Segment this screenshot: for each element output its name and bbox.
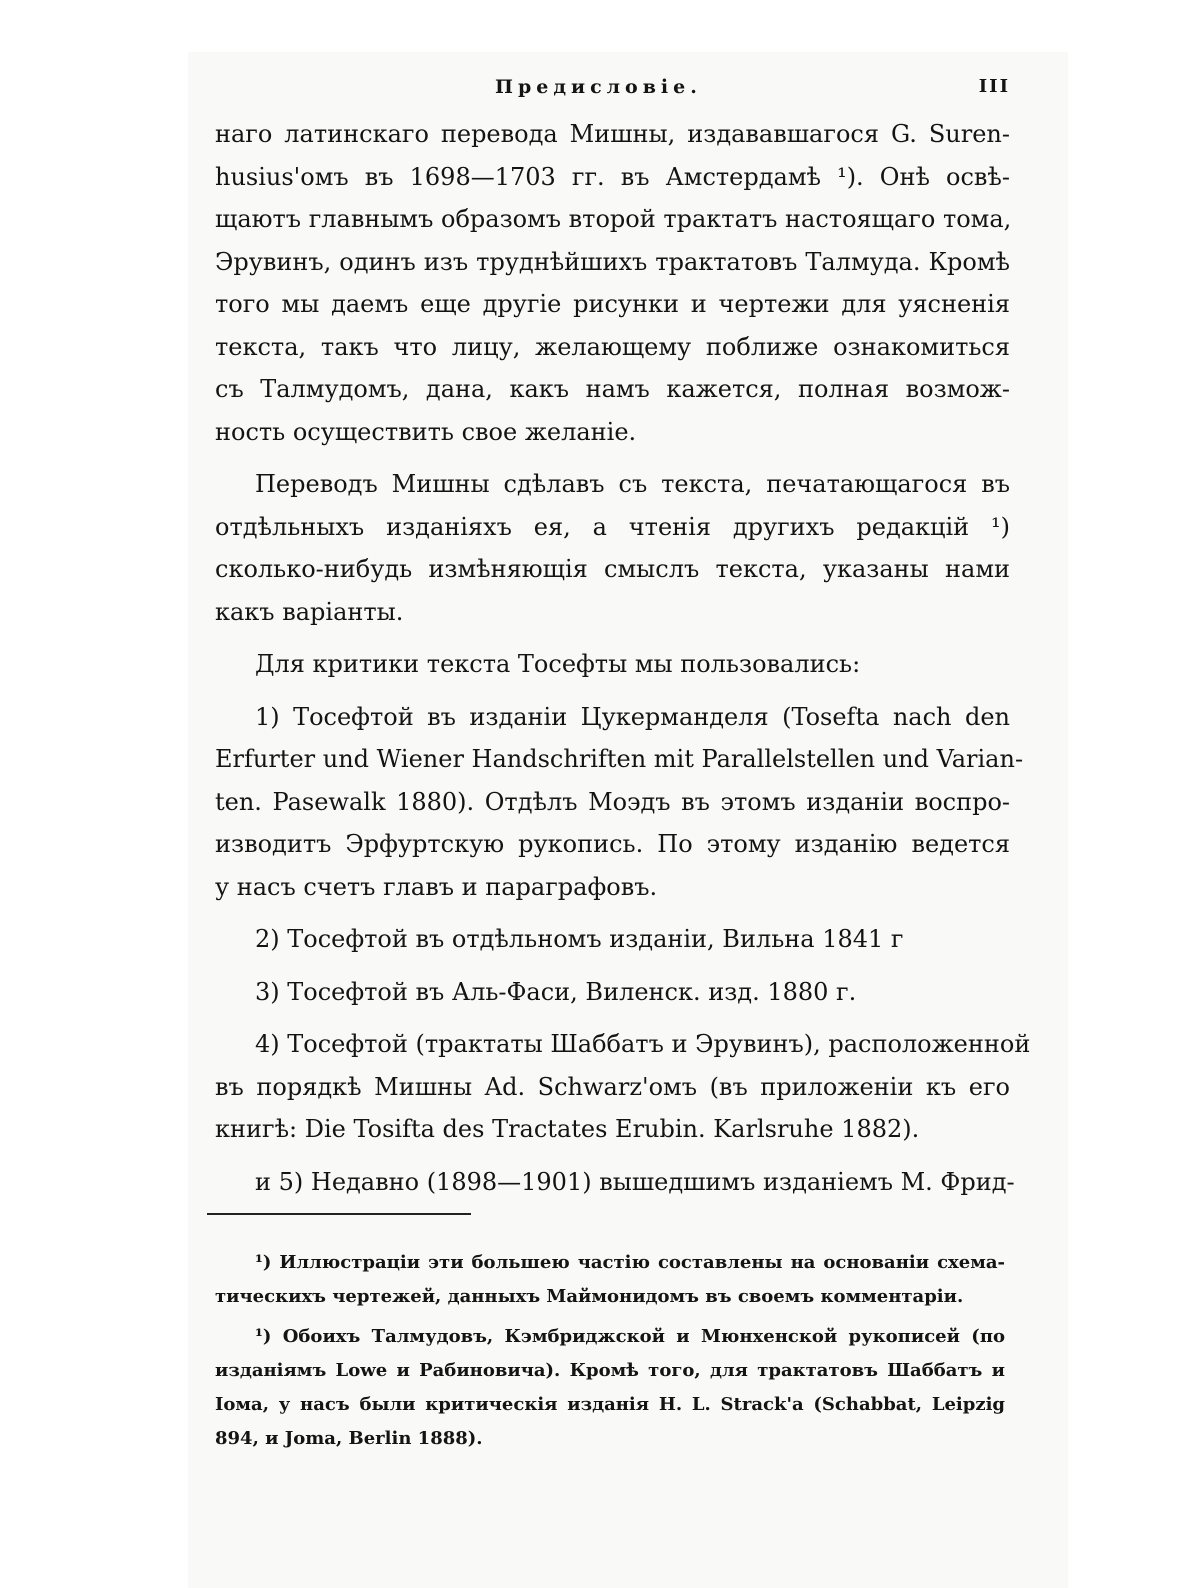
text-line: изводитъ Эрфуртскую рукопись. По этому изданiю ведется xyxy=(215,830,1010,858)
paragraph-source-1 xyxy=(215,696,1024,909)
text-line: ность осуществить свое желанiе. xyxy=(215,417,637,446)
text-line: Erfurter und Wiener Handschriften mit Parallelstellen und Varian- xyxy=(215,745,1024,773)
footnotes xyxy=(215,1246,1005,1462)
text-line: у насъ счетъ главъ и параграфовъ. xyxy=(215,872,658,901)
paragraph-source-4 xyxy=(215,1023,1031,1151)
text-line: отдѣльныхъ изданiяхъ ея, а чтенiя другихъ редакцiй ¹) xyxy=(215,512,1010,541)
text-line: съ Талмудомъ, дана, какъ намъ кажется, полная возмож- xyxy=(215,375,1010,403)
paragraph-source-3 xyxy=(215,971,1010,1014)
text-line: наго латинскаго перевода Мишны, издававшагося G. Suren- xyxy=(215,120,1010,148)
footnote-line: Iома, у насъ были критическiя изданiя H. L. Strack'а (Schabbat, Leipzig xyxy=(215,1394,1005,1415)
text-line: того мы даемъ еще другiе рисунки и чертежи для уясненiя xyxy=(215,290,1010,318)
text-line: Переводъ Мишны сдѣлавъ съ текста, печатающагося въ xyxy=(255,470,1010,498)
main-text xyxy=(215,113,1031,1213)
text-line: husius'омъ въ 1698—1703 гг. въ Амстердамѣ ¹). Онѣ освѣ- xyxy=(215,162,1010,191)
text-line: 1) Тосефтой въ изданiи Цукерманделя (Tosefta nach den xyxy=(255,702,1010,731)
text-line: Эрувинъ, одинъ изъ труднѣйшихъ трактатовъ Талмуда. Кромѣ xyxy=(215,247,1010,276)
text-line: щаютъ главнымъ образомъ второй трактатъ настоящаго тома, xyxy=(215,205,1012,233)
footnote-line: изданiямъ Lowe и Рабиновича). Кромѣ того, для трактатовъ Шаббатъ и xyxy=(215,1360,1005,1381)
footnote-line: ¹) Иллюстрацiи эти большею частiю составлены на основанiи схема- xyxy=(255,1252,1005,1273)
text-line: какъ варiанты. xyxy=(215,597,404,626)
footnote-line: 894, и Joma, Berlin 1888). xyxy=(215,1428,483,1449)
paragraph-tosefta-intro xyxy=(215,643,1010,686)
footnote-line: ¹) Обоихъ Талмудовъ, Кэмбриджской и Мюнхенской рукописей (по xyxy=(255,1326,1005,1347)
text-line: 4) Тосефтой (трактаты Шаббатъ и Эрувинъ), расположенной xyxy=(255,1030,1031,1058)
page-number: III xyxy=(978,76,1010,97)
text-line: текста, такъ что лицу, желающему поближе ознакомиться xyxy=(215,332,1010,361)
text-line: въ порядкѣ Мишны Ad. Schwarz'омъ (въ приложенiи къ его xyxy=(215,1072,1010,1101)
text-line: 3) Тосефтой въ Аль-Фаси, Виленск. изд. 1880 г. xyxy=(255,977,857,1006)
text-line: книгѣ: Die Tosifta des Tractates Erubin. Karlsruhe 1882). xyxy=(215,1115,920,1143)
paragraph-source-5 xyxy=(215,1161,1015,1204)
text-line: и 5) Недавно (1898—1901) вышедшимъ изданiемъ М. Фрид- xyxy=(255,1167,1015,1196)
footnote-1 xyxy=(215,1246,1005,1314)
paragraph-translation xyxy=(215,463,1010,633)
text-line: сколько-нибудь измѣняющiя смыслъ текста, указаны нами xyxy=(215,555,1010,583)
paragraph-source-2 xyxy=(215,918,1010,961)
paragraph-illustrations xyxy=(215,113,1010,453)
text-line: ten. Pasewalk 1880). Отдѣлъ Моэдъ въ этомъ изданiи воспро- xyxy=(215,787,1010,816)
footnote-2 xyxy=(215,1320,1005,1456)
running-head: Предисловiе. xyxy=(495,76,702,98)
footnote-line: тическихъ чертежей, данныхъ Маймонидомъ въ своемъ комментарiи. xyxy=(215,1286,964,1307)
text-line: Для критики текста Тосефты мы пользовались: xyxy=(255,650,861,678)
page-header xyxy=(215,76,1010,106)
footnote-divider xyxy=(207,1213,471,1215)
text-line: 2) Тосефтой въ отдѣльномъ изданiи, Вильна 1841 г xyxy=(255,925,904,953)
